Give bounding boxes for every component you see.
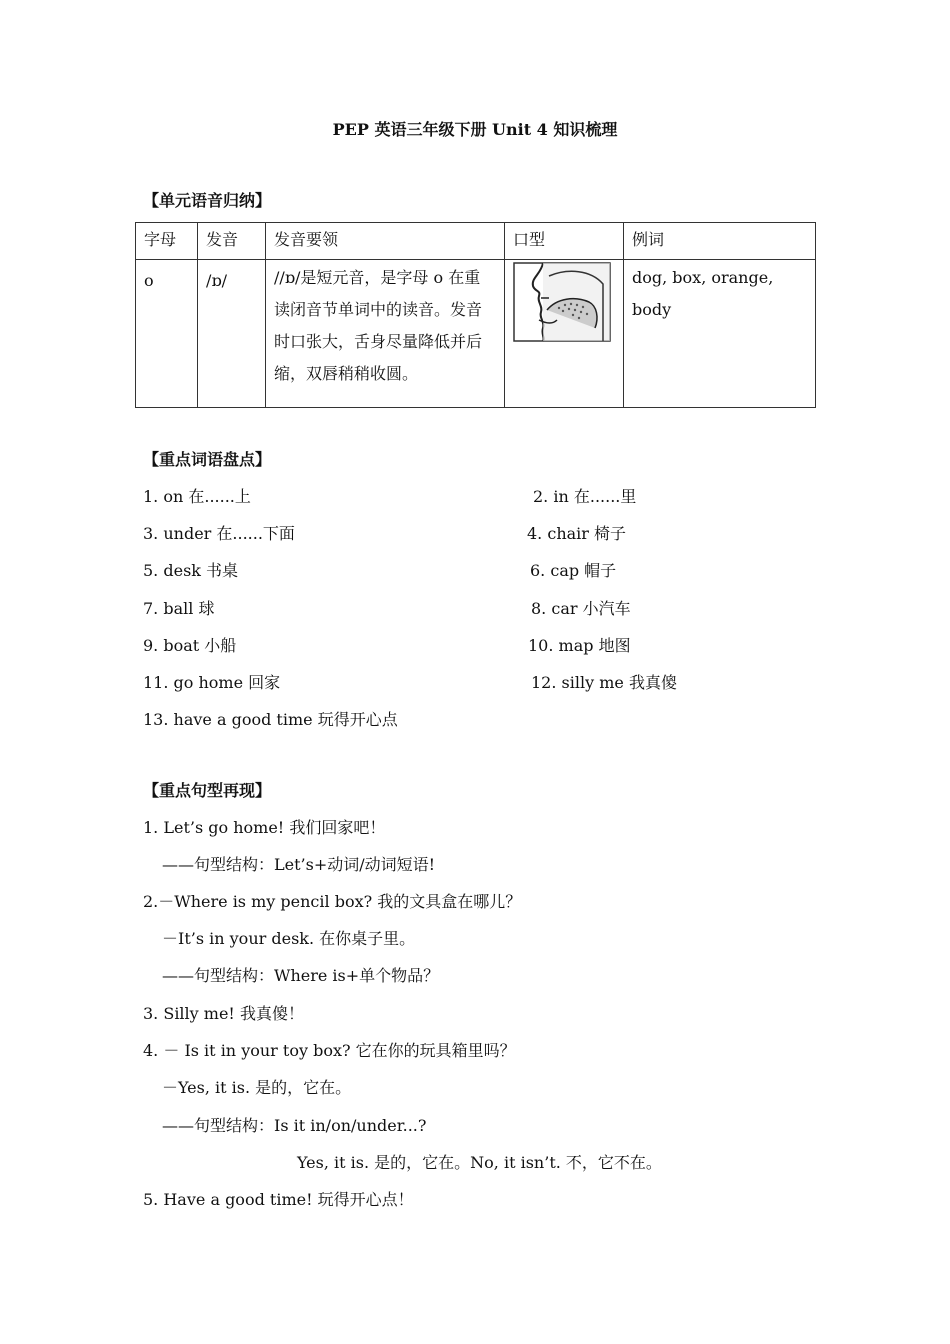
list-item: 1. on 在......上 <box>143 487 251 506</box>
list-item: 13. have a good time 玩得开心点 <box>143 710 398 729</box>
header-sound: 发音 <box>198 223 266 260</box>
cell-tip: //ɒ/是短元音，是字母 o 在重读闭音节单词中的读音。发音时口张大，舌身尽量降低并后缩，双唇稍稍收圆。 <box>266 260 505 408</box>
sentence-line: －Yes, it is. 是的，它在。 <box>162 1078 352 1097</box>
cell-mouth <box>505 260 624 408</box>
list-item: 3. under 在......下面 <box>143 524 295 543</box>
section-heading-sentences: 【重点句型再现】 <box>143 781 272 800</box>
table-header-row <box>136 223 816 260</box>
sentence-line: ——句型结构：Is it in/on/under...? <box>162 1116 427 1135</box>
sentence-line: 3. Silly me! 我真傻！ <box>143 1004 304 1023</box>
sentence-line: 5. Have a good time! 玩得开心点！ <box>143 1190 414 1209</box>
list-item: 10. map 地图 <box>528 636 631 655</box>
sentence-line: ——句型结构：Let’s+动词/动词短语! <box>162 855 436 874</box>
list-item: 8. car 小汽车 <box>531 599 631 618</box>
mouth-shape-diagram-icon <box>513 262 611 342</box>
list-item: 11. go home 回家 <box>143 673 281 692</box>
sentence-line: 1. Let’s go home! 我们回家吧！ <box>143 818 386 837</box>
sentence-line: －It’s in your desk. 在你桌子里。 <box>162 929 416 948</box>
header-examples: 例词 <box>624 223 816 260</box>
sentence-line: 4. － Is it in your toy box? 它在你的玩具箱里吗？ <box>143 1041 516 1060</box>
list-item: 7. ball 球 <box>143 599 215 618</box>
list-item: 6. cap 帽子 <box>530 561 617 580</box>
header-tip: 发音要领 <box>266 223 505 260</box>
cell-sound: /ɒ/ <box>198 260 266 408</box>
section-heading-words: 【重点词语盘点】 <box>143 450 272 469</box>
table-row <box>136 260 816 408</box>
list-item: 2. in 在......里 <box>533 487 637 506</box>
list-item: 9. boat 小船 <box>143 636 237 655</box>
cell-examples: dog, box, orange, body <box>624 260 816 408</box>
sentence-line: Yes, it is. 是的，它在。No, it isn’t. 不，它不在。 <box>297 1153 662 1172</box>
list-item: 4. chair 椅子 <box>527 524 627 543</box>
page-title: PEP 英语三年级下册 Unit 4 知识梳理 <box>332 120 618 139</box>
cell-letter: o <box>136 260 198 408</box>
header-mouth: 口型 <box>505 223 624 260</box>
header-letter: 字母 <box>136 223 198 260</box>
list-item: 5. desk 书桌 <box>143 561 239 580</box>
sentence-line: 2.－Where is my pencil box? 我的文具盒在哪儿？ <box>143 892 522 911</box>
list-item: 12. silly me 我真傻 <box>531 673 677 692</box>
sentence-line: ——句型结构：Where is+单个物品？ <box>162 966 440 985</box>
section-heading-phonics: 【单元语音归纳】 <box>143 191 272 210</box>
phonics-table <box>135 222 816 408</box>
